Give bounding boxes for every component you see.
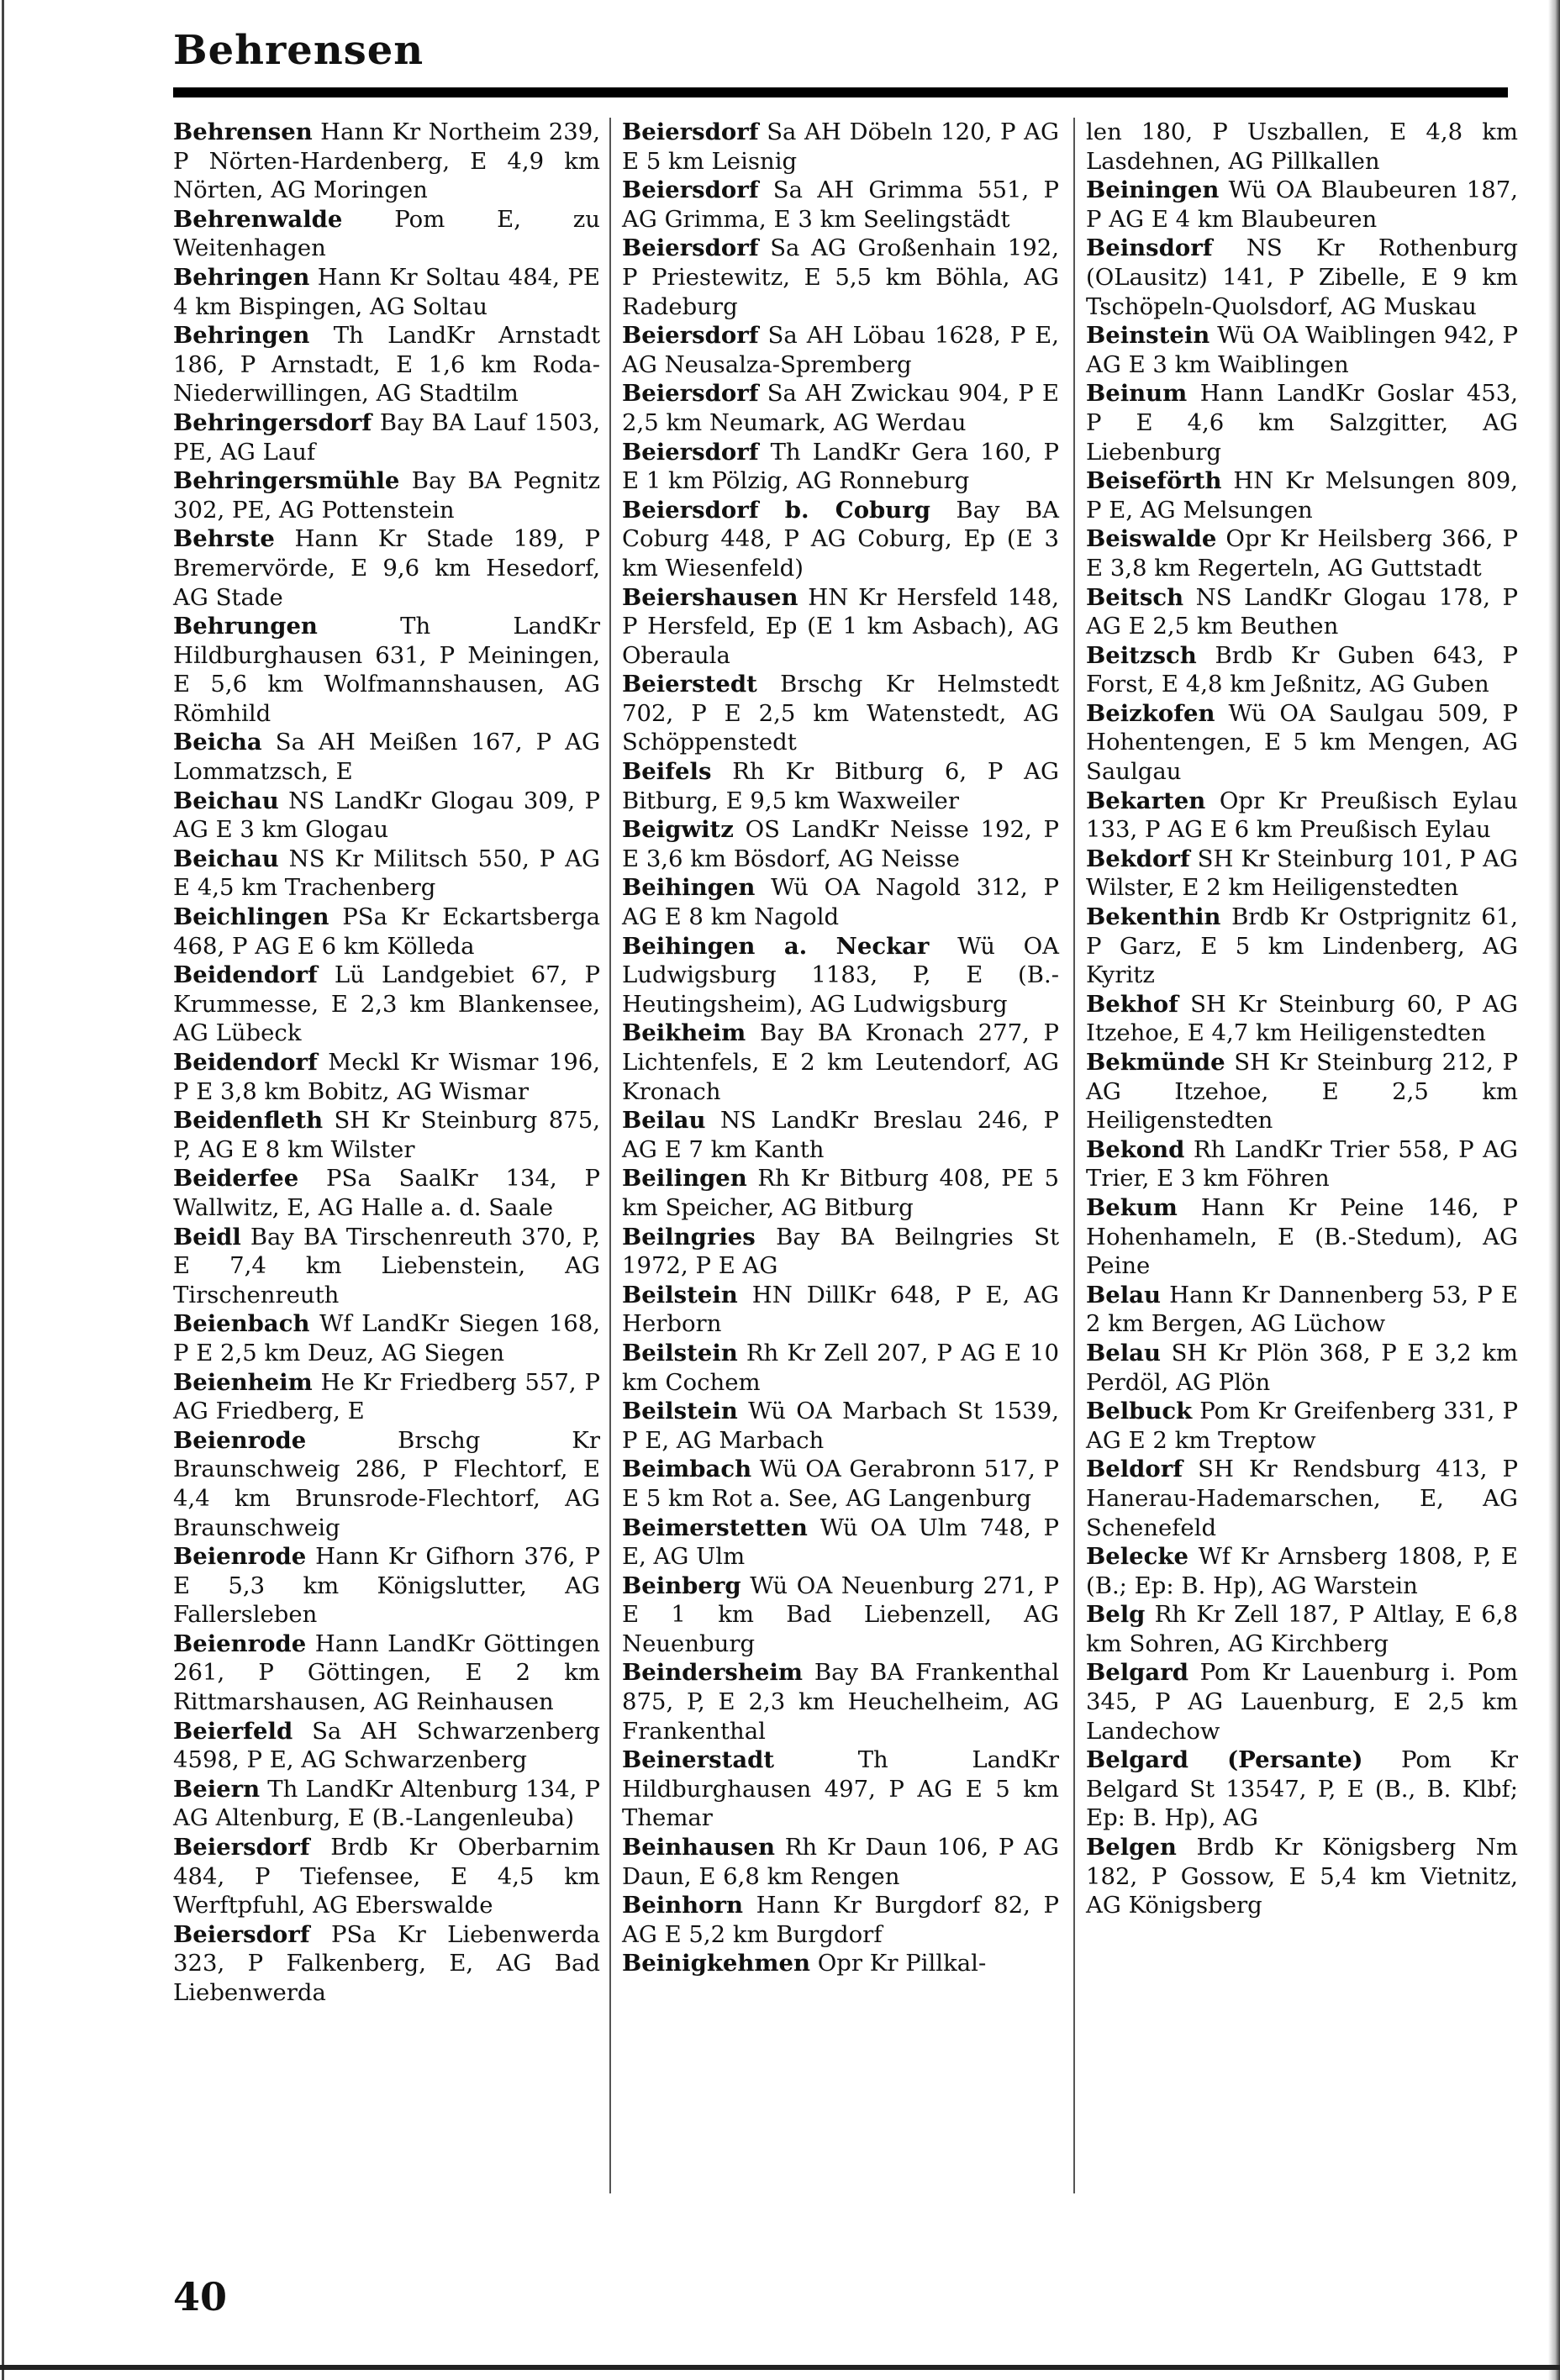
entry-headword: Beihingen a. Neckar xyxy=(622,932,930,960)
entry-text: Th LandKr Hildburghausen 631, P Meiningen, E 5,6 km Wolfmannshausen, AG Römhild xyxy=(173,613,600,727)
entry-text: Wü OA Nagold 312, P AG E 8 km Nagold xyxy=(622,874,1059,931)
entry-headword: Belau xyxy=(1086,1339,1161,1366)
entry-text: len 180, P Uszballen, E 4,8 km Lasdehnen, AG Pillkallen xyxy=(1086,118,1518,175)
entry-text: Sa AH Grimma 551, P AG Grimma, E 3 km Seelingstädt xyxy=(622,176,1060,233)
entry-headword: Beidendorf xyxy=(173,961,318,989)
gazetteer-entry xyxy=(622,1164,1059,1222)
gazetteer-entry xyxy=(1086,1193,1518,1281)
entry-text: Pom Kr Lauenburg i. Pom 345, P AG Lauenburg, E 2,5 km Landechow xyxy=(1086,1659,1518,1745)
entry-headword: Beifels xyxy=(622,758,712,786)
gazetteer-entry xyxy=(622,1106,1059,1164)
running-header: Behrensen xyxy=(173,27,424,74)
entry-text: Sa AG Großenhain 192, P Priestewitz, E 5,5 km Böhla, AG Radeburg xyxy=(622,234,1060,320)
gazetteer-entry xyxy=(173,728,600,786)
entry-text: Rh Kr Bitburg 408, PE 5 km Speicher, AG Bitburg xyxy=(622,1165,1059,1221)
entry-headword: Beiersdorf xyxy=(622,322,759,350)
column-divider xyxy=(1073,118,1075,2193)
entry-headword: Beidl xyxy=(173,1223,241,1251)
gazetteer-entry xyxy=(622,1019,1059,1106)
entry-headword: Beilingen xyxy=(622,1165,747,1193)
entry-text: Rh Kr Zell 187, P Altlay, E 6,8 km Sohren, AG Kirchberg xyxy=(1086,1601,1518,1657)
entry-text: Bay BA Lauf 1503, PE, AG Lauf xyxy=(173,408,600,466)
gazetteer-entry xyxy=(1086,379,1518,466)
gazetteer-entry xyxy=(622,815,1059,873)
entry-headword: Beienheim xyxy=(173,1368,313,1396)
entry-headword: Beienrode xyxy=(173,1630,307,1657)
entry-headword: Behringen xyxy=(173,263,310,291)
entry-headword: Beiderfee xyxy=(173,1165,299,1193)
gazetteer-entry xyxy=(173,408,600,466)
binding-edge xyxy=(2,0,4,2380)
column-1 xyxy=(173,118,600,2008)
entry-text: NS Kr Militsch 550, P AG E 4,5 km Trachenberg xyxy=(173,845,600,902)
entry-text: Rh Kr Daun 106, P AG Daun, E 6,8 km Rengen xyxy=(622,1834,1059,1890)
entry-text: Pom Kr Belgard St 13547, P, E (B., B. Klbf; Ep: B. Hp), AG xyxy=(1086,1746,1518,1832)
entry-headword: Belecke xyxy=(1086,1543,1188,1571)
gazetteer-entry xyxy=(1086,845,1518,903)
entry-headword: Beilau xyxy=(622,1107,706,1135)
gazetteer-entry xyxy=(173,1542,600,1630)
entry-headword: Behrensen xyxy=(173,118,313,145)
entry-headword: Belg xyxy=(1086,1601,1146,1629)
gazetteer-entry xyxy=(622,1572,1059,1659)
entry-headword: Beinhorn xyxy=(622,1892,743,1919)
entry-headword: Beilngries xyxy=(622,1223,756,1251)
entry-text: Brschg Kr Braunschweig 286, P Flechtorf, E 4,4 km Brunsrode-Flechtorf, AG Braunschweig xyxy=(173,1426,600,1541)
entry-text: Opr Kr Heilsberg 366, P E 3,8 km Regerteln, AG Guttstadt xyxy=(1086,525,1518,582)
entry-text: Opr Kr Preußisch Eylau 133, P AG E 6 km Preußisch Eylau xyxy=(1086,787,1518,844)
gazetteer-entry xyxy=(173,961,600,1048)
entry-headword: Behrungen xyxy=(173,613,318,640)
entry-text: Hann Kr Soltau 484, PE 4 km Bispingen, AG Soltau xyxy=(173,263,600,320)
entry-text: Bay BA Kronach 277, P Lichtenfels, E 2 km Leutendorf, AG Kronach xyxy=(622,1019,1060,1105)
entry-headword: Beienbach xyxy=(173,1310,310,1338)
entry-text: PSa Kr Eckartsberga 468, P AG E 6 km Kölleda xyxy=(173,903,601,960)
entry-text: Brdb Kr Oberbarnim 484, P Tiefensee, E 4,5 km Werftpfuhl, AG Eberswalde xyxy=(173,1834,600,1919)
gazetteer-entry xyxy=(173,1717,600,1775)
gazetteer-entry xyxy=(622,1891,1059,1949)
entry-headword: Behringersmühle xyxy=(173,467,400,495)
gazetteer-entry xyxy=(173,787,600,845)
entry-headword: Beierstedt xyxy=(622,671,757,698)
gazetteer-entry xyxy=(622,1281,1059,1339)
entry-headword: Beiersdorf xyxy=(173,1834,310,1861)
gazetteer-entry xyxy=(622,118,1059,176)
entry-text: Wü OA Ulm 748, P E, AG Ulm xyxy=(622,1514,1060,1571)
entry-headword: Beiseförth xyxy=(1086,467,1222,495)
entry-headword: Beiersdorf xyxy=(622,438,759,466)
entry-text: Th LandKr Gera 160, P E 1 km Pölzig, AG Ronneburg xyxy=(622,438,1059,495)
gazetteer-entry xyxy=(1086,524,1518,582)
entry-text: Sa AH Döbeln 120, P AG E 5 km Leisnig xyxy=(622,118,1059,175)
entry-text: Brdb Kr Ostprignitz 61, P Garz, E 5 km Lindenberg, AG Kyritz xyxy=(1086,903,1518,989)
entry-text: Opr Kr Pillkal- xyxy=(817,1950,987,1977)
entry-headword: Beiern xyxy=(173,1775,261,1803)
entry-text: Sa AH Meißen 167, P AG Lommatzsch, E xyxy=(173,729,600,786)
column-3 xyxy=(1086,118,1518,1920)
entry-text: Wü OA Waiblingen 942, P AG E 3 km Waiblingen xyxy=(1086,322,1518,378)
entry-text: Rh LandKr Trier 558, P AG Trier, E 3 km Föhren xyxy=(1086,1135,1518,1193)
gazetteer-entry xyxy=(622,1514,1059,1572)
entry-headword: Beinerstadt xyxy=(622,1746,775,1774)
gazetteer-entry xyxy=(622,321,1059,379)
entry-headword: Beimbach xyxy=(622,1456,752,1483)
entry-text: Hann LandKr Göttingen 261, P Göttingen, E 2 km Rittmarshausen, AG Reinhausen xyxy=(173,1630,600,1716)
gazetteer-entry xyxy=(1086,787,1518,845)
entry-text: Wü OA Gerabronn 517, P E 5 km Rot a. See, AG Langenburg xyxy=(622,1456,1059,1512)
entry-text: SH Kr Steinburg 60, P AG Itzehoe, E 4,7 km Heiligenstedten xyxy=(1086,990,1518,1047)
entry-text: Sa AH Schwarzenberg 4598, P E, AG Schwarzenberg xyxy=(173,1717,600,1774)
gazetteer-entry xyxy=(622,1339,1059,1397)
entry-text: Wf LandKr Siegen 168, P E 2,5 km Deuz, AG Siegen xyxy=(173,1310,600,1366)
entry-headword: Belgard xyxy=(1086,1659,1188,1687)
entry-text: Rh Kr Bitburg 6, P AG Bitburg, E 9,5 km Waxweiler xyxy=(622,758,1059,814)
page-edge-shadow xyxy=(1548,0,1560,2380)
entry-headword: Beidenfleth xyxy=(173,1107,324,1135)
entry-headword: Beilstein xyxy=(622,1339,738,1366)
entry-headword: Beiersdorf xyxy=(173,1920,310,1948)
gazetteer-entry xyxy=(1086,1833,1518,1920)
entry-headword: Beiersdorf xyxy=(622,380,759,408)
gazetteer-entry xyxy=(173,263,600,321)
gazetteer-entry xyxy=(1086,1135,1518,1193)
entry-headword: Beienrode xyxy=(173,1543,307,1571)
entry-text: Wü OA Blaubeuren 187, P AG E 4 km Blaubeuren xyxy=(1086,176,1518,233)
entry-text: NS Kr Rothenburg (OLausitz) 141, P Zibelle, E 9 km Tschöpeln-Quolsdorf, AG Muskau xyxy=(1086,234,1518,320)
entry-headword: Beikheim xyxy=(622,1019,746,1047)
entry-headword: Beindersheim xyxy=(622,1659,803,1687)
gazetteer-entry xyxy=(173,845,600,903)
entry-text: SH Kr Steinburg 875, P, AG E 8 km Wilster xyxy=(173,1107,600,1163)
header-rule xyxy=(173,87,1508,97)
gazetteer-entry xyxy=(173,1775,600,1833)
gazetteer-entry xyxy=(622,234,1059,321)
entry-headword: Beiershausen xyxy=(622,583,798,611)
gazetteer-entry xyxy=(173,466,600,524)
entry-text: Meckl Kr Wismar 196, P E 3,8 km Bobitz, AG Wismar xyxy=(173,1049,600,1105)
gazetteer-entry xyxy=(1086,1746,1518,1833)
gazetteer-entry xyxy=(173,524,600,612)
gazetteer-entry xyxy=(173,903,600,961)
gazetteer-entry xyxy=(173,1309,600,1367)
entry-text: Wü OA Ludwigsburg 1183, P, E (B.-Heutingsheim), AG Ludwigsburg xyxy=(622,932,1060,1018)
gazetteer-entry xyxy=(622,1223,1059,1281)
entry-text: He Kr Friedberg 557, P AG Friedberg, E xyxy=(173,1368,600,1425)
gazetteer-entry xyxy=(173,1426,600,1542)
entry-headword: Beienrode xyxy=(173,1426,307,1454)
entry-headword: Beiswalde xyxy=(1086,525,1217,553)
gazetteer-entry xyxy=(622,1397,1059,1455)
entry-text: Th LandKr Hildburghausen 497, P AG E 5 km Themar xyxy=(622,1746,1059,1832)
entry-text: NS LandKr Breslau 246, P AG E 7 km Kanth xyxy=(622,1107,1059,1163)
entry-headword: Behringersdorf xyxy=(173,408,372,436)
entry-headword: Beiersdorf b. Coburg xyxy=(622,496,930,524)
entry-text: Pom Kr Greifenberg 331, P AG E 2 km Treptow xyxy=(1086,1398,1518,1454)
entry-text: PSa Kr Liebenwerda 323, P Falkenberg, E, AG Bad Liebenwerda xyxy=(173,1920,600,2006)
gazetteer-entry xyxy=(1086,990,1518,1048)
entry-headword: Belgard (Persante) xyxy=(1086,1746,1363,1774)
gazetteer-entry xyxy=(622,379,1059,437)
entry-text: Hann Kr Northeim 239, P Nörten-Hardenberg, E 4,9 km Nörten, AG Moringen xyxy=(173,118,600,204)
entry-text: Hann Kr Gifhorn 376, P E 5,3 km Königslutter, AG Fallersleben xyxy=(173,1543,600,1629)
gazetteer-entry xyxy=(1086,176,1518,234)
entry-text: Wü OA Marbach St 1539, P E, AG Marbach xyxy=(622,1398,1059,1454)
entry-headword: Beinhausen xyxy=(622,1834,775,1861)
entry-text: Bay BA Tirschenreuth 370, P, E 7,4 km Liebenstein, AG Tirschenreuth xyxy=(173,1223,601,1308)
entry-text: PSa SaalKr 134, P Wallwitz, E, AG Halle a. d. Saale xyxy=(173,1165,600,1221)
entry-headword: Bekum xyxy=(1086,1193,1178,1221)
entry-text: Brschg Kr Helmstedt 702, P E 2,5 km Watenstedt, AG Schöppenstedt xyxy=(622,671,1059,756)
gazetteer-entry xyxy=(1086,1658,1518,1746)
entry-headword: Belgen xyxy=(1086,1834,1177,1861)
entry-text: Wf Kr Arnsberg 1808, P, E (B.; Ep: B. Hp), AG Warstein xyxy=(1086,1543,1518,1599)
entry-text: Brdb Kr Königsberg Nm 182, P Gossow, E 5,4 km Vietnitz, AG Königsberg xyxy=(1086,1834,1518,1919)
entry-text: Lü Landgebiet 67, P Krummesse, E 2,3 km Blankensee, AG Lübeck xyxy=(173,961,600,1047)
entry-text: NS LandKr Glogau 309, P AG E 3 km Glogau xyxy=(173,787,600,844)
gazetteer-entry xyxy=(173,612,600,728)
entry-headword: Beichau xyxy=(173,845,279,872)
gazetteer-entry xyxy=(1086,1542,1518,1600)
gazetteer-entry xyxy=(173,1833,600,1920)
entry-headword: Behringen xyxy=(173,322,310,350)
entry-text: Bay BA Pegnitz 302, PE, AG Pottenstein xyxy=(173,467,600,524)
entry-headword: Beitsch xyxy=(1086,583,1184,611)
gazetteer-entry xyxy=(173,1368,600,1426)
entry-headword: Beinum xyxy=(1086,380,1188,408)
entry-headword: Beiersdorf xyxy=(622,234,759,262)
entry-headword: Beigwitz xyxy=(622,816,734,844)
gazetteer-entry xyxy=(1086,903,1518,990)
gazetteer-entry xyxy=(1086,1455,1518,1542)
entry-text: HN Kr Hersfeld 148, P Hersfeld, Ep (E 1 km Asbach), AG Oberaula xyxy=(622,583,1059,669)
gazetteer-entry xyxy=(1086,466,1518,524)
entry-headword: Beinstein xyxy=(1086,322,1210,350)
entry-headword: Belau xyxy=(1086,1281,1161,1308)
gazetteer-entry xyxy=(173,1164,600,1222)
gazetteer-entry xyxy=(622,1658,1059,1746)
gazetteer-entry xyxy=(173,1630,600,1717)
entry-headword: Beitzsch xyxy=(1086,641,1197,669)
gazetteer-entry xyxy=(622,438,1059,496)
gazetteer-entry xyxy=(173,1920,600,2008)
gazetteer-entry xyxy=(1086,699,1518,787)
entry-text: Hann Kr Burgdorf 82, P AG E 5,2 km Burgdorf xyxy=(622,1892,1059,1948)
entry-headword: Beierfeld xyxy=(173,1717,293,1745)
entry-text: Sa AH Zwickau 904, P E 2,5 km Neumark, AG Werdau xyxy=(622,380,1059,436)
gazetteer-entry xyxy=(1086,234,1518,321)
entry-text: Wü OA Neuenburg 271, P E 1 km Bad Liebenzell, AG Neuenburg xyxy=(622,1572,1059,1657)
entry-text: Th LandKr Arnstadt 186, P Arnstadt, E 1,6 km Roda-Niederwillingen, AG Stadtilm xyxy=(173,322,600,408)
entry-text: NS LandKr Glogau 178, P AG E 2,5 km Beuthen xyxy=(1086,583,1518,640)
entry-headword: Beiersdorf xyxy=(622,118,759,145)
gazetteer-entry xyxy=(1086,1600,1518,1658)
gazetteer-entry xyxy=(173,321,600,408)
entry-text: Th LandKr Altenburg 134, P AG Altenburg, E (B.-Langenleuba) xyxy=(173,1775,600,1832)
entry-headword: Behrste xyxy=(173,525,275,553)
entry-text: Wü OA Saulgau 509, P Hohentengen, E 5 km Mengen, AG Saulgau xyxy=(1086,699,1519,786)
gazetteer-entry xyxy=(622,1746,1059,1833)
gazetteer-entry xyxy=(173,205,600,263)
gazetteer-entry xyxy=(622,1833,1059,1891)
entry-text: SH Kr Rendsburg 413, P Hanerau-Hademarschen, E, AG Schenefeld xyxy=(1086,1456,1518,1541)
entry-text: HN Kr Melsungen 809, P E, AG Melsungen xyxy=(1086,467,1518,524)
entry-headword: Beiningen xyxy=(1086,176,1220,204)
entry-headword: Beinigkehmen xyxy=(622,1950,810,1977)
entry-headword: Bekenthin xyxy=(1086,903,1221,931)
entry-headword: Beilstein xyxy=(622,1281,738,1308)
gazetteer-entry xyxy=(173,1223,600,1310)
entry-headword: Beldorf xyxy=(1086,1456,1183,1483)
gazetteer-entry xyxy=(1086,583,1518,641)
entry-text: HN DillKr 648, P E, AG Herborn xyxy=(622,1281,1059,1338)
gazetteer-entry xyxy=(1086,1281,1518,1339)
entry-text: Bay BA Beilngries St 1972, P E AG xyxy=(622,1223,1059,1280)
entry-headword: Beidendorf xyxy=(173,1049,318,1076)
gazetteer-entry xyxy=(1086,1339,1518,1397)
entry-text: Brdb Kr Guben 643, P Forst, E 4,8 km Jeßnitz, AG Guben xyxy=(1086,641,1518,698)
entry-text: Hann Kr Dannenberg 53, P E 2 km Bergen, AG Lüchow xyxy=(1086,1281,1518,1338)
gazetteer-entry xyxy=(622,1949,1059,1978)
gazetteer-entry xyxy=(622,176,1059,234)
entry-text: Rh Kr Zell 207, P AG E 10 km Cochem xyxy=(622,1339,1059,1396)
entry-headword: Bekarten xyxy=(1086,787,1206,814)
gazetteer-entry xyxy=(1086,321,1518,379)
entry-headword: Beichau xyxy=(173,787,279,814)
entry-text: SH Kr Steinburg 212, P AG Itzehoe, E 2,5 km Heiligenstedten xyxy=(1086,1049,1518,1135)
column-2 xyxy=(622,118,1059,1978)
gazetteer-entry xyxy=(622,932,1059,1019)
entry-headword: Bekdorf xyxy=(1086,845,1190,872)
gazetteer-entry xyxy=(622,583,1059,671)
entry-text: Bay BA Frankenthal 875, P, E 2,3 km Heuchelheim, AG Frankenthal xyxy=(622,1659,1059,1745)
entry-text: Bay BA Coburg 448, P AG Coburg, Ep (E 3 km Wiesenfeld) xyxy=(622,496,1059,582)
entry-text: SH Kr Plön 368, P E 3,2 km Perdöl, AG Plön xyxy=(1086,1339,1518,1396)
gazetteer-entry xyxy=(1086,118,1518,176)
entry-headword: Beimerstetten xyxy=(622,1514,808,1541)
entry-headword: Beizkofen xyxy=(1086,699,1215,727)
gazetteer-entry xyxy=(173,118,600,205)
entry-headword: Bekond xyxy=(1086,1135,1185,1163)
entry-headword: Behrenwalde xyxy=(173,205,343,233)
entry-headword: Beicha xyxy=(173,729,262,756)
entry-text: Pom E, zu Weitenhagen xyxy=(173,205,600,262)
column-divider xyxy=(609,118,611,2193)
gazetteer-entry xyxy=(622,670,1059,757)
entry-headword: Bekmünde xyxy=(1086,1049,1225,1076)
entry-headword: Bekhof xyxy=(1086,990,1178,1018)
page-number: 40 xyxy=(173,2274,228,2319)
gazetteer-entry xyxy=(622,757,1059,815)
entry-text: OS LandKr Neisse 192, P E 3,6 km Bösdorf, AG Neisse xyxy=(622,816,1059,872)
entry-headword: Belbuck xyxy=(1086,1398,1193,1425)
gazetteer-entry xyxy=(1086,1048,1518,1135)
entry-headword: Beinberg xyxy=(622,1572,741,1599)
gazetteer-entry xyxy=(1086,641,1518,699)
entry-text: Hann LandKr Goslar 453, P E 4,6 km Salzgitter, AG Liebenburg xyxy=(1086,380,1518,466)
gazetteer-entry xyxy=(173,1048,600,1106)
scan-bottom-edge xyxy=(0,2365,1560,2370)
gazetteer-entry xyxy=(622,496,1059,583)
entry-headword: Beinsdorf xyxy=(1086,234,1213,262)
entry-text: SH Kr Steinburg 101, P AG Wilster, E 2 km Heiligenstedten xyxy=(1086,845,1518,902)
entry-headword: Beichlingen xyxy=(173,903,329,931)
entry-text: Sa AH Löbau 1628, P E, AG Neusalza-Spremberg xyxy=(622,322,1059,378)
gazetteer-entry xyxy=(1086,1397,1518,1455)
entry-text: Hann Kr Stade 189, P Bremervörde, E 9,6 km Hesedorf, AG Stade xyxy=(173,525,600,611)
gazetteer-entry xyxy=(622,873,1059,931)
entry-text: Hann Kr Peine 146, P Hohenhameln, E (B.-Stedum), AG Peine xyxy=(1086,1193,1519,1280)
gazetteer-entry xyxy=(622,1455,1059,1513)
entry-headword: Beihingen xyxy=(622,874,756,902)
entry-headword: Beilstein xyxy=(622,1398,738,1425)
gazetteer-entry xyxy=(173,1106,600,1164)
entry-headword: Beiersdorf xyxy=(622,176,759,204)
